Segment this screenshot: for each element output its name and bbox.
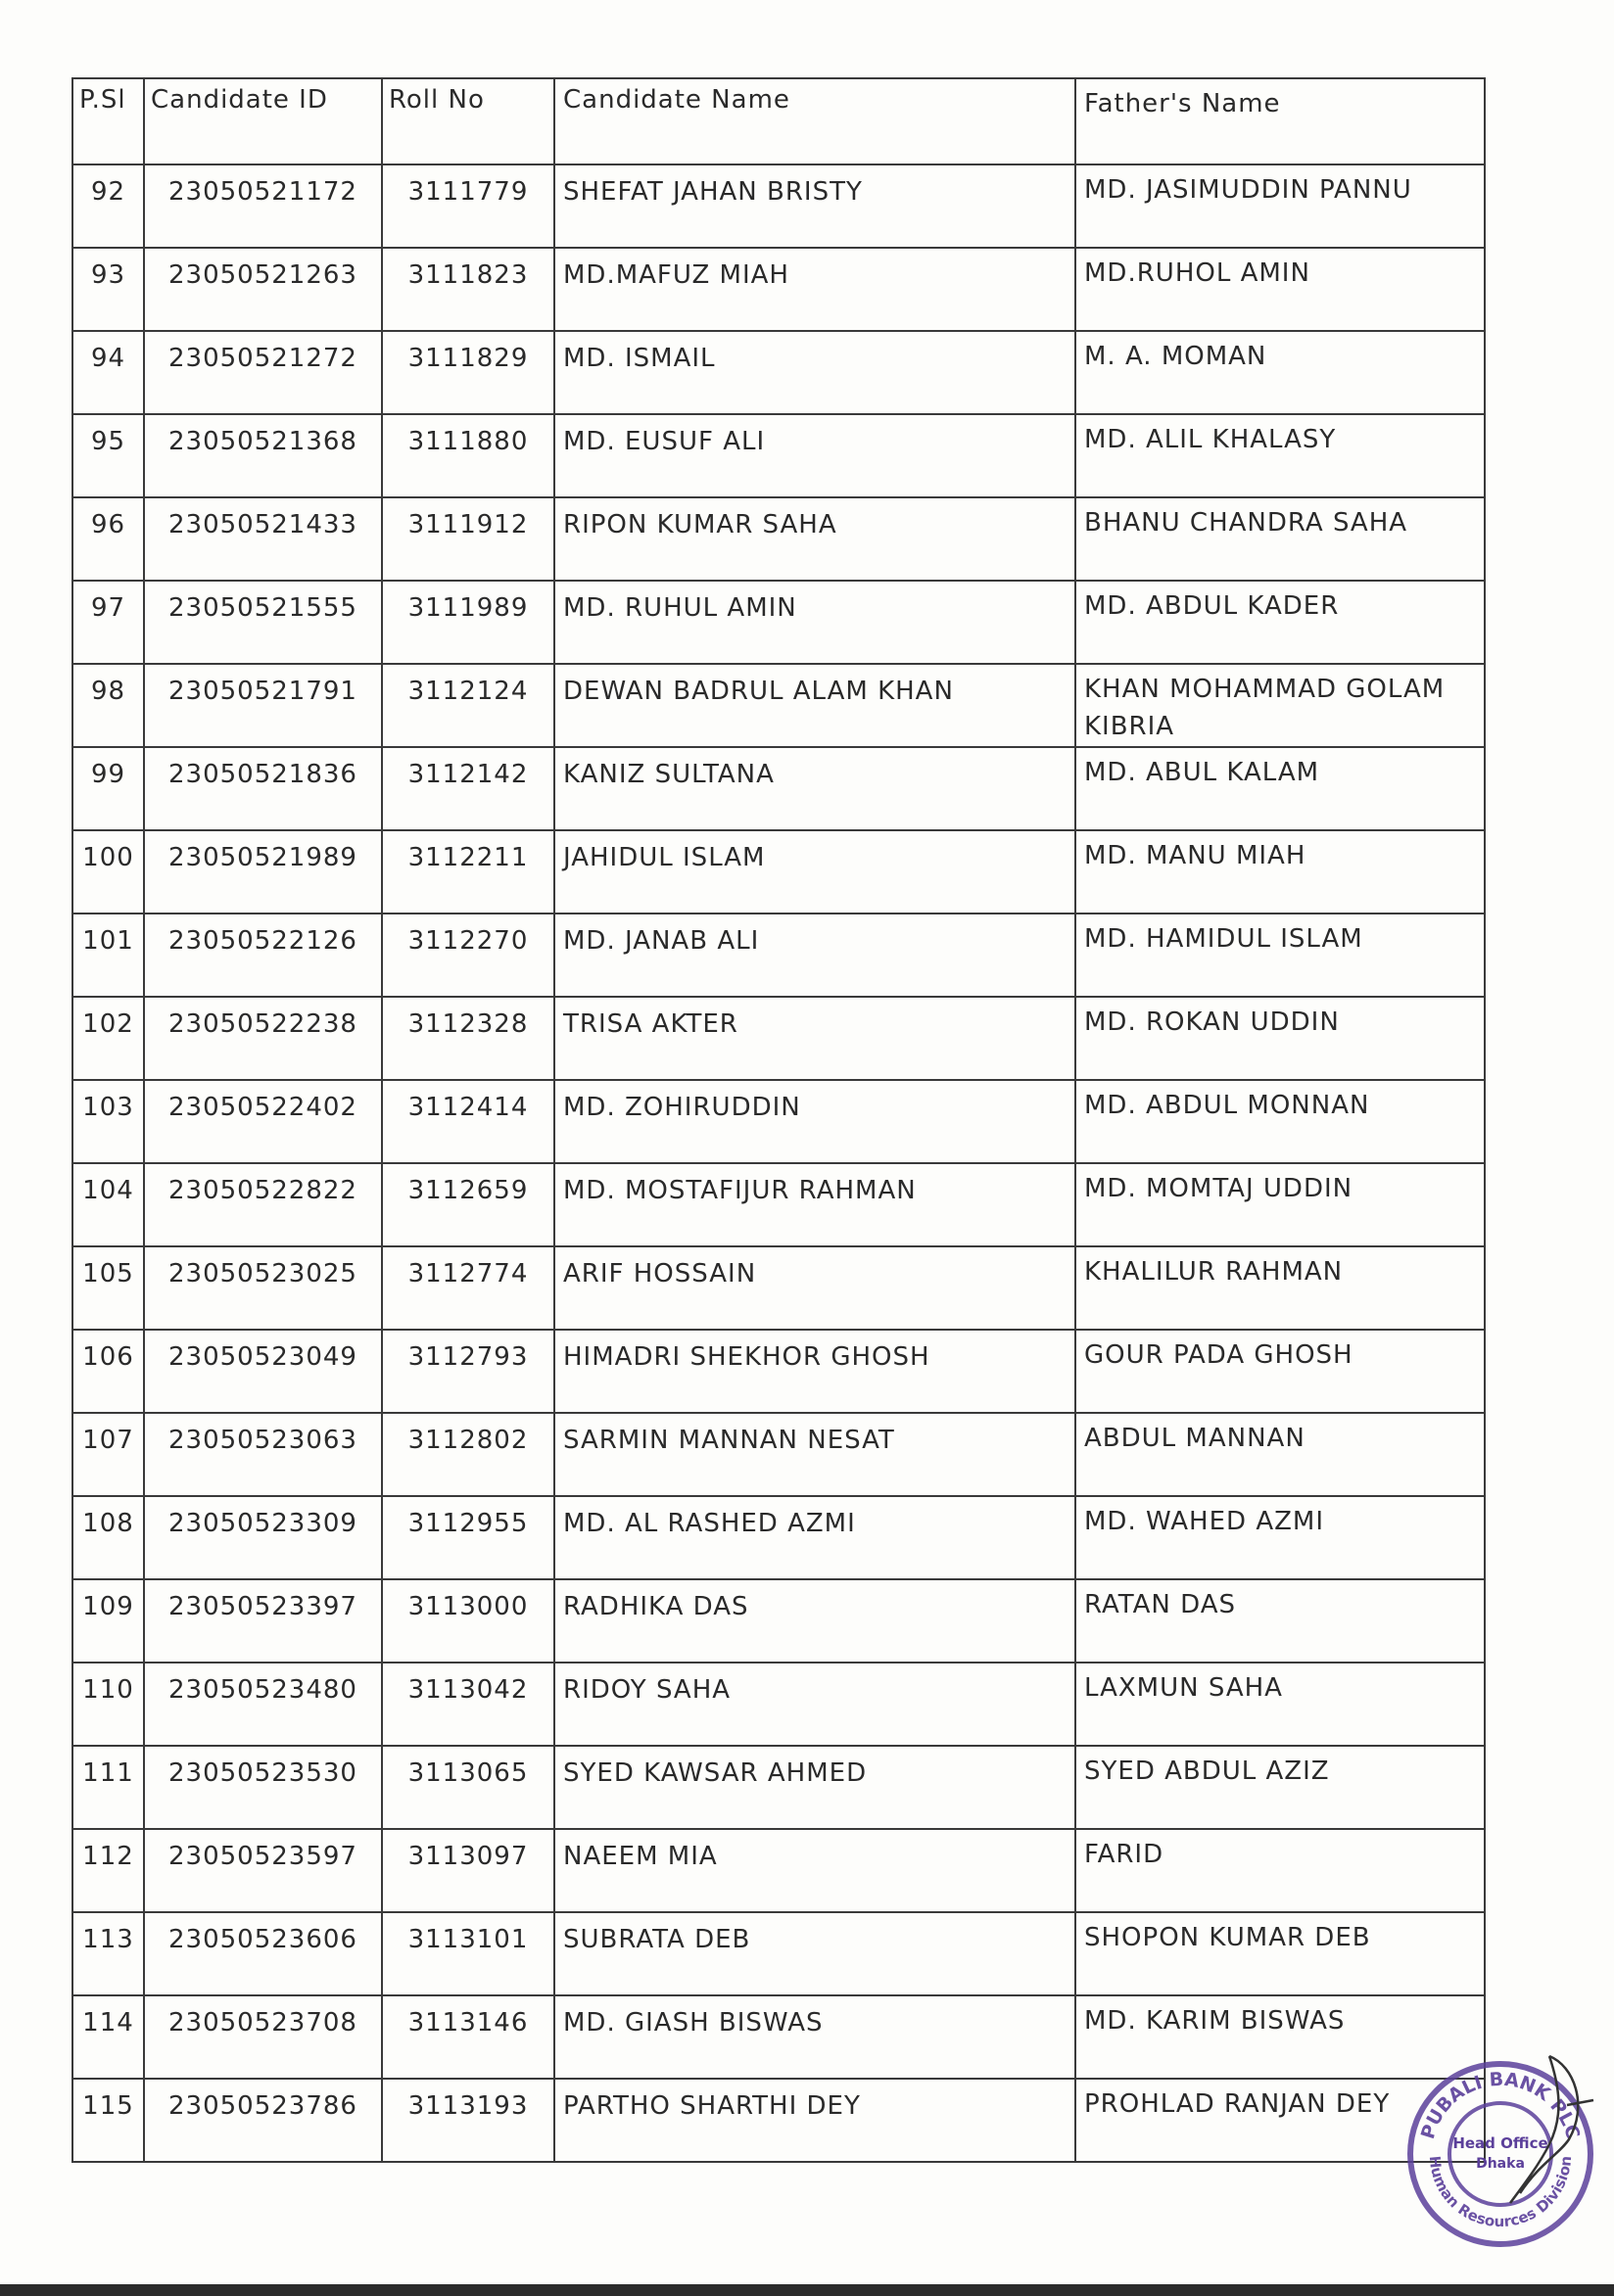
header-father-name: Father's Name (1075, 78, 1485, 164)
cell-psl: 95 (72, 414, 144, 497)
table-row (72, 914, 1485, 997)
cell-candidate-id: 23050521272 (144, 331, 382, 414)
table-row (72, 1080, 1485, 1163)
cell-candidate-name: MD. RUHUL AMIN (554, 581, 1075, 664)
cell-father-name: MD. JASIMUDDIN PANNU (1075, 164, 1485, 248)
cell-father-name: RATAN DAS (1075, 1579, 1485, 1663)
table-body (72, 164, 1485, 2162)
cell-father-name: FARID (1075, 1829, 1485, 1912)
table-row (72, 1912, 1485, 1995)
cell-candidate-name: MD.MAFUZ MIAH (554, 248, 1075, 331)
cell-father-name: MD. ABDUL MONNAN (1075, 1080, 1485, 1163)
cell-candidate-id: 23050521433 (144, 497, 382, 581)
cell-roll-no: 3111829 (382, 331, 554, 414)
cell-candidate-id: 23050523025 (144, 1246, 382, 1330)
table-header-row (72, 78, 1485, 164)
table-row (72, 1163, 1485, 1246)
cell-candidate-id: 23050523063 (144, 1413, 382, 1496)
cell-psl: 101 (72, 914, 144, 997)
header-candidate-name: Candidate Name (554, 78, 1075, 164)
header-psl: P.Sl (72, 78, 144, 164)
cell-roll-no: 3112270 (382, 914, 554, 997)
table-row (72, 581, 1485, 664)
cell-candidate-name: ARIF HOSSAIN (554, 1246, 1075, 1330)
cell-father-name: MD. ABDUL KADER (1075, 581, 1485, 664)
stamp-center-line1: Head Office (1452, 2134, 1548, 2152)
stamp-top-text: PUBALI BANK PLC (1416, 2068, 1585, 2142)
cell-psl: 109 (72, 1579, 144, 1663)
cell-roll-no: 3112802 (382, 1413, 554, 1496)
stamp-bottom-text: Human Resources Division (1425, 2155, 1576, 2231)
cell-candidate-name: MD. GIASH BISWAS (554, 1995, 1075, 2079)
cell-candidate-id: 23050522402 (144, 1080, 382, 1163)
cell-father-name: MD. WAHED AZMI (1075, 1496, 1485, 1579)
candidate-table (71, 77, 1486, 2163)
cell-psl: 96 (72, 497, 144, 581)
cell-roll-no: 3112211 (382, 830, 554, 914)
cell-psl: 104 (72, 1163, 144, 1246)
cell-candidate-name: RIPON KUMAR SAHA (554, 497, 1075, 581)
cell-father-name: MD. MANU MIAH (1075, 830, 1485, 914)
table-row (72, 1746, 1485, 1829)
table-row (72, 1663, 1485, 1746)
cell-candidate-id: 23050522238 (144, 997, 382, 1080)
cell-roll-no: 3112124 (382, 664, 554, 747)
cell-psl: 113 (72, 1912, 144, 1995)
cell-roll-no: 3113065 (382, 1746, 554, 1829)
cell-roll-no: 3112659 (382, 1163, 554, 1246)
table-row (72, 997, 1485, 1080)
cell-candidate-name: MD. EUSUF ALI (554, 414, 1075, 497)
table-row (72, 830, 1485, 914)
cell-roll-no: 3111912 (382, 497, 554, 581)
cell-psl: 107 (72, 1413, 144, 1496)
cell-father-name: KHALILUR RAHMAN (1075, 1246, 1485, 1330)
table-row (72, 248, 1485, 331)
cell-roll-no: 3112142 (382, 747, 554, 830)
cell-father-name: PROHLAD RANJAN DEY (1075, 2079, 1485, 2162)
cell-roll-no: 3112414 (382, 1080, 554, 1163)
cell-father-name: M. A. MOMAN (1075, 331, 1485, 414)
cell-candidate-name: SARMIN MANNAN NESAT (554, 1413, 1075, 1496)
cell-candidate-name: RADHIKA DAS (554, 1579, 1075, 1663)
cell-candidate-name: MD. JANAB ALI (554, 914, 1075, 997)
table-row (72, 414, 1485, 497)
cell-father-name: LAXMUN SAHA (1075, 1663, 1485, 1746)
cell-psl: 108 (72, 1496, 144, 1579)
cell-psl: 100 (72, 830, 144, 914)
cell-psl: 97 (72, 581, 144, 664)
scan-edge-bar (0, 2284, 1614, 2296)
table-row (72, 164, 1485, 248)
cell-psl: 93 (72, 248, 144, 331)
cell-father-name: SHOPON KUMAR DEB (1075, 1912, 1485, 1995)
cell-roll-no: 3112774 (382, 1246, 554, 1330)
cell-psl: 99 (72, 747, 144, 830)
table-row (72, 1330, 1485, 1413)
cell-father-name: ABDUL MANNAN (1075, 1413, 1485, 1496)
cell-roll-no: 3111823 (382, 248, 554, 331)
table-row (72, 664, 1485, 747)
cell-candidate-id: 23050523480 (144, 1663, 382, 1746)
cell-candidate-name: MD. MOSTAFIJUR RAHMAN (554, 1163, 1075, 1246)
cell-roll-no: 3111880 (382, 414, 554, 497)
cell-candidate-name: MD. ISMAIL (554, 331, 1075, 414)
table-row (72, 1413, 1485, 1496)
cell-candidate-name: DEWAN BADRUL ALAM KHAN (554, 664, 1075, 747)
cell-candidate-id: 23050523397 (144, 1579, 382, 1663)
cell-candidate-id: 23050523708 (144, 1995, 382, 2079)
cell-psl: 98 (72, 664, 144, 747)
cell-candidate-id: 23050521368 (144, 414, 382, 497)
stamp-center-line2: Dhaka (1476, 2156, 1525, 2172)
cell-father-name: MD. KARIM BISWAS (1075, 1995, 1485, 2079)
cell-candidate-id: 23050521836 (144, 747, 382, 830)
cell-candidate-name: JAHIDUL ISLAM (554, 830, 1075, 914)
cell-candidate-name: MD. AL RASHED AZMI (554, 1496, 1075, 1579)
cell-candidate-name: SUBRATA DEB (554, 1912, 1075, 1995)
cell-psl: 112 (72, 1829, 144, 1912)
cell-psl: 110 (72, 1663, 144, 1746)
cell-father-name: KHAN MOHAMMAD GOLAM KIBRIA (1075, 664, 1485, 747)
cell-candidate-name: RIDOY SAHA (554, 1663, 1075, 1746)
cell-candidate-id: 23050522822 (144, 1163, 382, 1246)
table-row (72, 1246, 1485, 1330)
cell-candidate-name: PARTHO SHARTHI DEY (554, 2079, 1075, 2162)
cell-psl: 105 (72, 1246, 144, 1330)
cell-candidate-id: 23050523049 (144, 1330, 382, 1413)
cell-candidate-id: 23050523309 (144, 1496, 382, 1579)
cell-roll-no: 3112328 (382, 997, 554, 1080)
cell-candidate-id: 23050521263 (144, 248, 382, 331)
cell-candidate-id: 23050521791 (144, 664, 382, 747)
cell-psl: 114 (72, 1995, 144, 2079)
cell-candidate-id: 23050523606 (144, 1912, 382, 1995)
cell-psl: 106 (72, 1330, 144, 1413)
cell-candidate-name: HIMADRI SHEKHOR GHOSH (554, 1330, 1075, 1413)
cell-father-name: MD.RUHOL AMIN (1075, 248, 1485, 331)
cell-father-name: MD. HAMIDUL ISLAM (1075, 914, 1485, 997)
cell-psl: 103 (72, 1080, 144, 1163)
cell-candidate-name: NAEEM MIA (554, 1829, 1075, 1912)
cell-candidate-name: KANIZ SULTANA (554, 747, 1075, 830)
cell-father-name: MD. ROKAN UDDIN (1075, 997, 1485, 1080)
table-row (72, 747, 1485, 830)
table-row (72, 1496, 1485, 1579)
cell-candidate-name: MD. ZOHIRUDDIN (554, 1080, 1075, 1163)
cell-roll-no: 3113193 (382, 2079, 554, 2162)
cell-roll-no: 3112793 (382, 1330, 554, 1413)
bank-seal-stamp (1402, 2046, 1598, 2252)
cell-candidate-id: 23050521172 (144, 164, 382, 248)
cell-roll-no: 3113000 (382, 1579, 554, 1663)
cell-candidate-name: SYED KAWSAR AHMED (554, 1746, 1075, 1829)
cell-roll-no: 3113146 (382, 1995, 554, 2079)
table-row (72, 2079, 1485, 2162)
table-row (72, 497, 1485, 581)
cell-father-name: SYED ABDUL AZIZ (1075, 1746, 1485, 1829)
header-candidate-id: Candidate ID (144, 78, 382, 164)
cell-psl: 94 (72, 331, 144, 414)
cell-candidate-id: 23050521555 (144, 581, 382, 664)
cell-roll-no: 3112955 (382, 1496, 554, 1579)
cell-father-name: GOUR PADA GHOSH (1075, 1330, 1485, 1413)
table-row (72, 331, 1485, 414)
cell-candidate-id: 23050523530 (144, 1746, 382, 1829)
cell-psl: 102 (72, 997, 144, 1080)
cell-psl: 92 (72, 164, 144, 248)
cell-roll-no: 3111779 (382, 164, 554, 248)
cell-roll-no: 3113042 (382, 1663, 554, 1746)
cell-candidate-name: TRISA AKTER (554, 997, 1075, 1080)
cell-father-name: MD. ABUL KALAM (1075, 747, 1485, 830)
cell-father-name: MD. MOMTAJ UDDIN (1075, 1163, 1485, 1246)
cell-roll-no: 3111989 (382, 581, 554, 664)
cell-father-name: BHANU CHANDRA SAHA (1075, 497, 1485, 581)
table-row (72, 1579, 1485, 1663)
header-roll-no: Roll No (382, 78, 554, 164)
cell-psl: 111 (72, 1746, 144, 1829)
cell-roll-no: 3113101 (382, 1912, 554, 1995)
cell-candidate-name: SHEFAT JAHAN BRISTY (554, 164, 1075, 248)
cell-psl: 115 (72, 2079, 144, 2162)
cell-father-name: MD. ALIL KHALASY (1075, 414, 1485, 497)
table-row (72, 1995, 1485, 2079)
cell-candidate-id: 23050521989 (144, 830, 382, 914)
cell-candidate-id: 23050522126 (144, 914, 382, 997)
cell-candidate-id: 23050523786 (144, 2079, 382, 2162)
cell-candidate-id: 23050523597 (144, 1829, 382, 1912)
cell-roll-no: 3113097 (382, 1829, 554, 1912)
table-row (72, 1829, 1485, 1912)
